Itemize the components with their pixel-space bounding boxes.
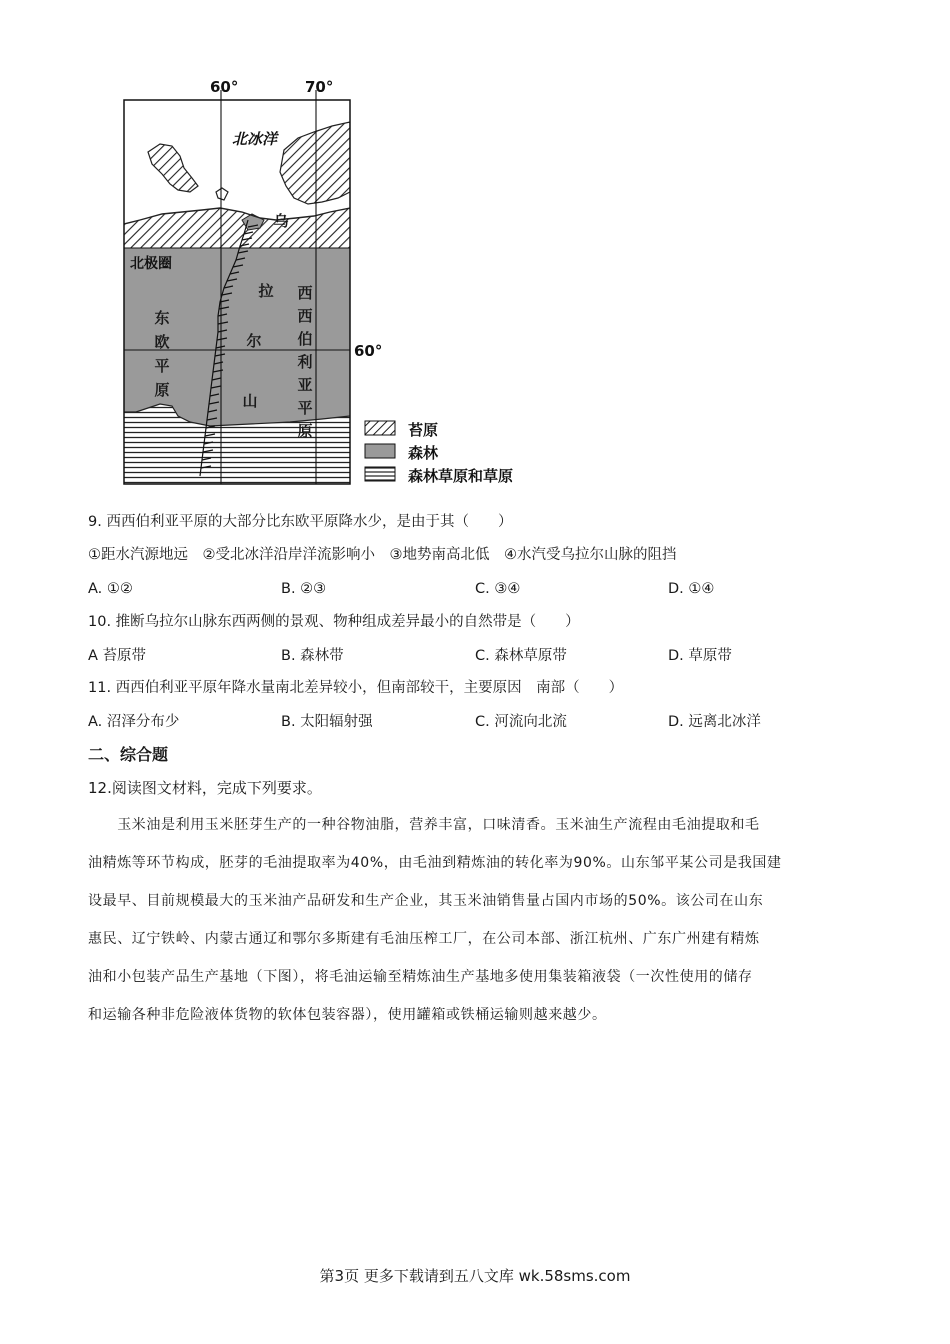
q11-option-d[interactable]: D. 远离北冰洋: [668, 714, 761, 730]
legend-label-tundra: 苔原: [408, 421, 439, 439]
q10-option-a[interactable]: A 苔原带: [88, 648, 147, 664]
q11-stem: 11. 西西伯利亚平原年降水量南北差异较小，但南部较干，主要原因 南部（ ）: [88, 680, 624, 696]
ural-region-map: [100, 70, 540, 490]
q9-option-b[interactable]: B. ②③: [281, 581, 327, 597]
lon-label-70: 70°: [305, 78, 334, 96]
lat-label-60: 60°: [354, 342, 383, 360]
q9-option-a[interactable]: A. ①②: [88, 581, 133, 597]
legend-swatch-steppe: [365, 467, 395, 481]
q9-option-d[interactable]: D. ①④: [668, 581, 715, 597]
arctic-ocean-label: 北冰洋: [232, 130, 278, 148]
q9-stem: 9. 西西伯利亚平原的大部分比东欧平原降水少，是由于其（ ）: [88, 514, 513, 530]
ural-char-1: 乌: [273, 212, 289, 230]
q11-option-c[interactable]: C. 河流向北流: [475, 714, 567, 730]
q12-stem: 12.阅读图文材料，完成下列要求。: [88, 779, 322, 797]
legend-label-forest: 森林: [408, 444, 439, 462]
q11-option-b[interactable]: B. 太阳辐射强: [281, 714, 373, 730]
ural-char-4: 山: [242, 392, 258, 410]
q10-stem: 10. 推断乌拉尔山脉东西两侧的景观、物种组成差异最小的自然带是（ ）: [88, 614, 580, 630]
lon-label-60: 60°: [210, 78, 239, 96]
q10-option-b[interactable]: B. 森林带: [281, 648, 344, 664]
ural-char-2: 拉: [258, 282, 274, 300]
q10-option-c[interactable]: C. 森林草原带: [475, 648, 567, 664]
q10-option-d[interactable]: D. 草原带: [668, 648, 732, 664]
legend-swatch-tundra: [365, 421, 395, 435]
q9-statements: ①距水汽源地远 ②受北冰洋沿岸洋流影响小 ③地势南高北低 ④水汽受乌拉尔山脉的阻挡: [88, 547, 677, 563]
page-footer: 第3页 更多下载请到五八文库 wk.58sms.com: [319, 1267, 631, 1285]
arctic-circle-label: 北极圈: [130, 256, 172, 272]
legend-swatch-forest: [365, 444, 395, 458]
q9-option-c[interactable]: C. ③④: [475, 581, 521, 597]
section-heading: 二、综合题: [88, 745, 169, 764]
legend-label-steppe: 森林草原和草原: [408, 467, 514, 485]
ural-char-3: 尔: [246, 332, 262, 350]
q11-option-a[interactable]: A. 沼泽分布少: [88, 714, 180, 730]
